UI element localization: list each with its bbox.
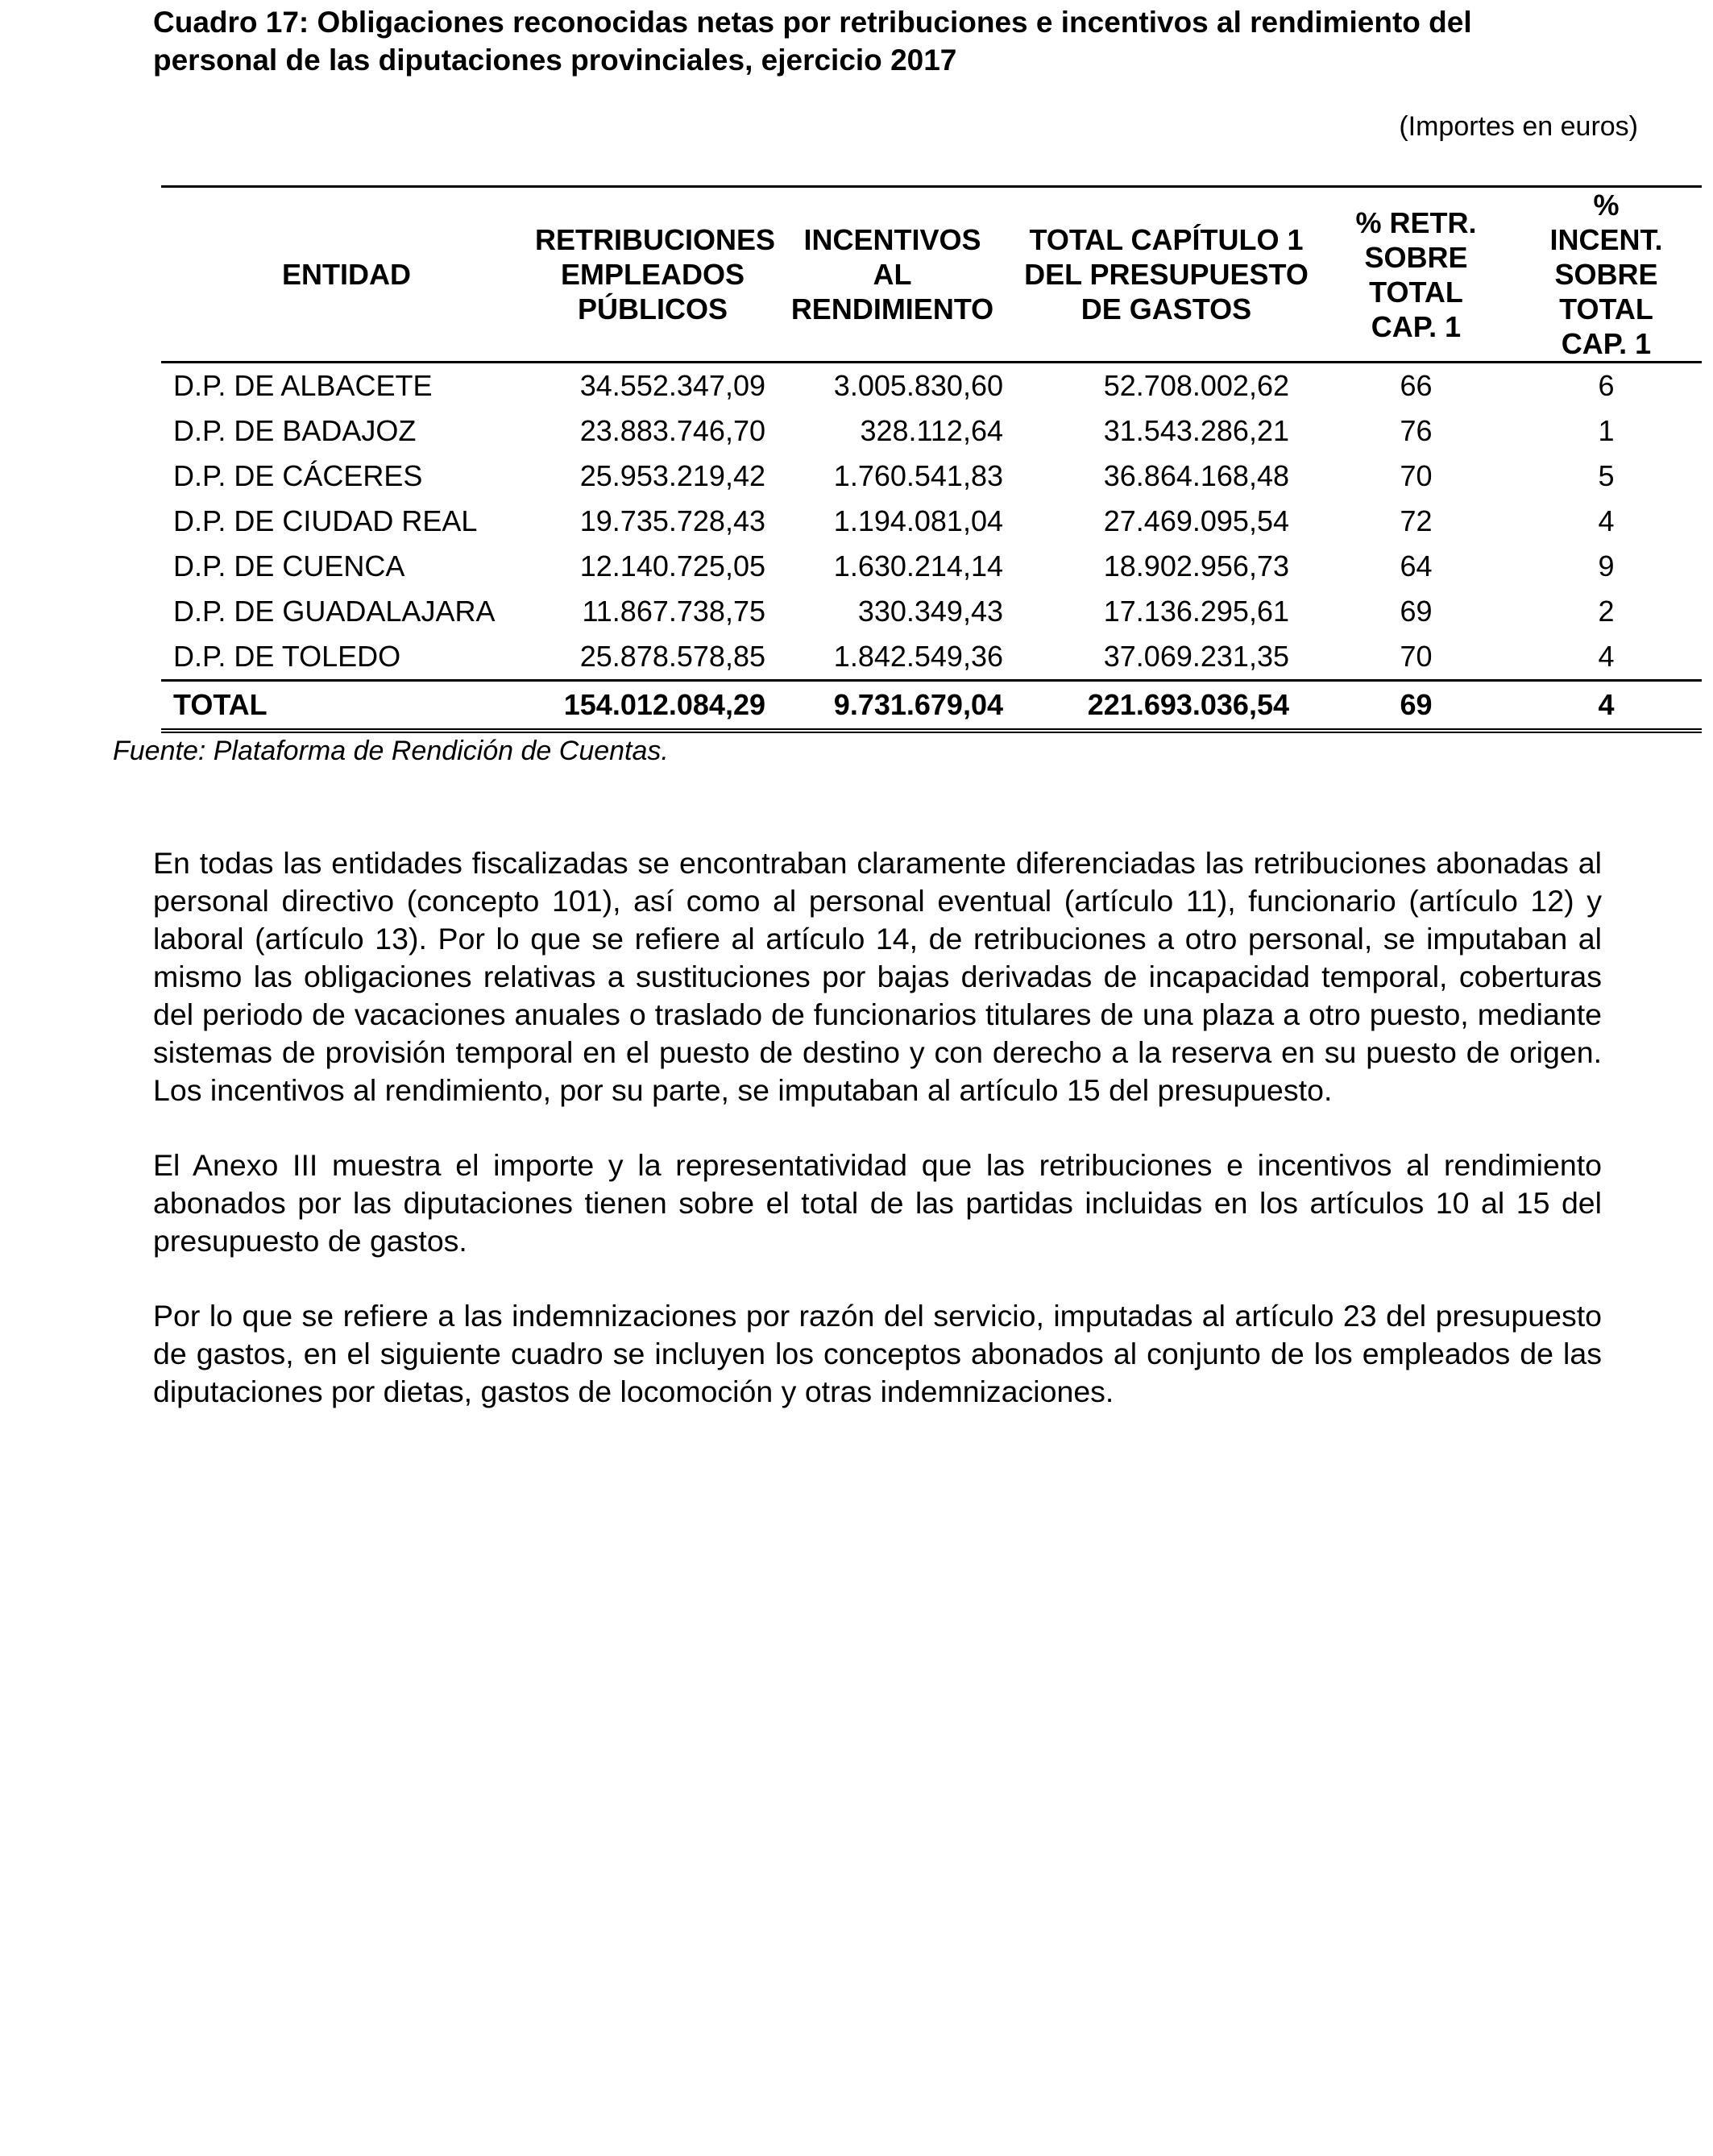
table-header <box>161 187 1702 363</box>
cell-total: 36.864.168,48 <box>1103 459 1289 492</box>
cell-pct-retr: 70 <box>1400 640 1433 673</box>
cell-pct-incent: 5 <box>1598 459 1615 492</box>
cell-entidad: D.P. DE CIUDAD REAL <box>173 504 478 537</box>
cell-entidad: D.P. DE BADAJOZ <box>173 414 417 447</box>
cell-retribuciones: 25.878.578,85 <box>579 640 765 673</box>
table-row <box>161 363 1702 409</box>
cell-pct-retr: 69 <box>1400 595 1433 628</box>
units-note: (Importes en euros) <box>1399 111 1638 142</box>
table-source-note: Fuente: Plataforma de Rendición de Cuentas. <box>113 736 669 766</box>
cell-retribuciones: 25.953.219,42 <box>579 459 765 492</box>
table-row <box>161 408 1702 454</box>
cell-pct-incent: 4 <box>1598 504 1615 537</box>
header-pct-incentivos: % INCENT. SOBRE TOTAL CAP. 1 <box>1511 187 1702 363</box>
cell-incentivos: 1.194.081,04 <box>833 504 1003 537</box>
cell-total: 17.136.295,61 <box>1103 595 1289 628</box>
cell-pct-retr: 70 <box>1400 459 1433 492</box>
cell-total: 37.069.231,35 <box>1103 640 1289 673</box>
table-row <box>161 499 1702 544</box>
cell-retribuciones: 19.735.728,43 <box>579 504 765 537</box>
cell-incentivos: 1.842.549,36 <box>833 640 1003 673</box>
cell-incentivos: 1.760.541,83 <box>833 459 1003 492</box>
cell-entidad: D.P. DE CÁCERES <box>173 459 423 492</box>
table-row <box>161 454 1702 499</box>
table-row <box>161 544 1702 589</box>
cell-pct-incent: 6 <box>1598 369 1615 402</box>
cell-pct-retr: 76 <box>1400 414 1433 447</box>
table-row <box>161 634 1702 681</box>
table-header-row <box>161 187 1702 363</box>
cell-pct-incent: 4 <box>1598 640 1615 673</box>
cell-pct-incent: 1 <box>1598 414 1615 447</box>
cell-pct-incent: 9 <box>1598 549 1615 583</box>
cell-retribuciones: 11.867.738,75 <box>582 595 765 628</box>
retribuciones-table-container <box>161 185 1702 733</box>
cell-entidad: D.P. DE GUADALAJARA <box>173 595 496 628</box>
table-row <box>161 589 1702 634</box>
cell-incentivos: 3.005.830,60 <box>833 369 1003 402</box>
paragraph-3: Por lo que se refiere a las indemnizaciones por razón del servicio, imputadas al artículo 23 del presupuesto de gastos, en el siguiente cuadro se incluyen los conceptos abonados al conjunto de los empleados de las diputaciones por dietas, gastos de locomoción y otras indemnizaciones. <box>153 1299 1602 1408</box>
retribuciones-table <box>161 185 1702 733</box>
cell-incentivos: 1.630.214,14 <box>833 549 1003 583</box>
cell-retribuciones: 23.883.746,70 <box>579 414 765 447</box>
total-cell-incentivos: 9.731.679,04 <box>774 681 1011 732</box>
cell-total: 27.469.095,54 <box>1103 504 1289 537</box>
body-text <box>153 844 1602 1448</box>
header-entidad: ENTIDAD <box>161 187 532 363</box>
cell-retribuciones: 34.552.347,09 <box>579 369 765 402</box>
header-pct-retribuciones: % RETR. SOBRE TOTAL CAP. 1 <box>1321 187 1511 363</box>
cell-entidad: D.P. DE TOLEDO <box>173 640 401 673</box>
paragraph-2: El Anexo III muestra el importe y la representatividad que las retribuciones e incentivos al rendimiento abonados por las diputaciones tienen sobre el total de las partidas incluidas en los artículos 10 al 15 del presupuesto de gastos. <box>153 1148 1602 1258</box>
table-title <box>153 3 1603 79</box>
cell-retribuciones: 12.140.725,05 <box>579 549 765 583</box>
total-cell-total: 221.693.036,54 <box>1011 681 1321 732</box>
cell-incentivos: 330.349,43 <box>857 595 1003 628</box>
cell-pct-retr: 64 <box>1400 549 1433 583</box>
cell-incentivos: 328.112,64 <box>860 414 1003 447</box>
cell-total: 52.708.002,62 <box>1103 369 1289 402</box>
paragraph-1: En todas las entidades fiscalizadas se encontraban claramente diferenciadas las retribuciones abonadas al personal directivo (concepto 101), así como al personal eventual (artículo 11), funcionario (artículo 12) y laboral (artículo 13). Por lo que se refiere al artículo 14, de retribuciones a otro personal, se imputaban al mismo las obligaciones relativas a sustituciones por bajas derivadas de incapacidad temporal, coberturas del periodo de vacaciones anuales o traslado de funcionarios titulares de una plaza a otro puesto, mediante sistemas de provisión temporal en el puesto de destino y con derecho a la reserva en su puesto de origen. Los incentivos al rendimiento, por su parte, se imputaban al artículo 15 del presupuesto. <box>153 846 1602 1107</box>
table-title-line-1: Cuadro 17: Obligaciones reconocidas netas por retribuciones e incentivos al rendimiento del <box>153 6 1472 39</box>
table-title-line-2: personal de las diputaciones provinciales, ejercicio 2017 <box>153 44 957 77</box>
total-cell-pct-retr: 69 <box>1321 681 1511 732</box>
header-total-capitulo-1: TOTAL CAPÍTULO 1 DEL PRESUPUESTO DE GASTOS <box>1011 187 1321 363</box>
cell-entidad: D.P. DE CUENCA <box>173 549 405 583</box>
cell-total: 31.543.286,21 <box>1103 414 1289 447</box>
total-cell-entidad: TOTAL <box>161 681 532 732</box>
cell-pct-retr: 72 <box>1400 504 1433 537</box>
header-retribuciones: RETRIBUCIONES EMPLEADOS PÚBLICOS <box>532 187 774 363</box>
total-cell-retribuciones: 154.012.084,29 <box>532 681 774 732</box>
cell-total: 18.902.956,73 <box>1103 549 1289 583</box>
cell-pct-retr: 66 <box>1400 369 1433 402</box>
table-total-row <box>161 681 1702 732</box>
cell-entidad: D.P. DE ALBACETE <box>173 369 433 402</box>
cell-pct-incent: 2 <box>1598 595 1615 628</box>
total-cell-pct-incent: 4 <box>1511 681 1702 732</box>
table-body <box>161 363 1702 732</box>
header-incentivos: INCENTIVOS AL RENDIMIENTO <box>774 187 1011 363</box>
